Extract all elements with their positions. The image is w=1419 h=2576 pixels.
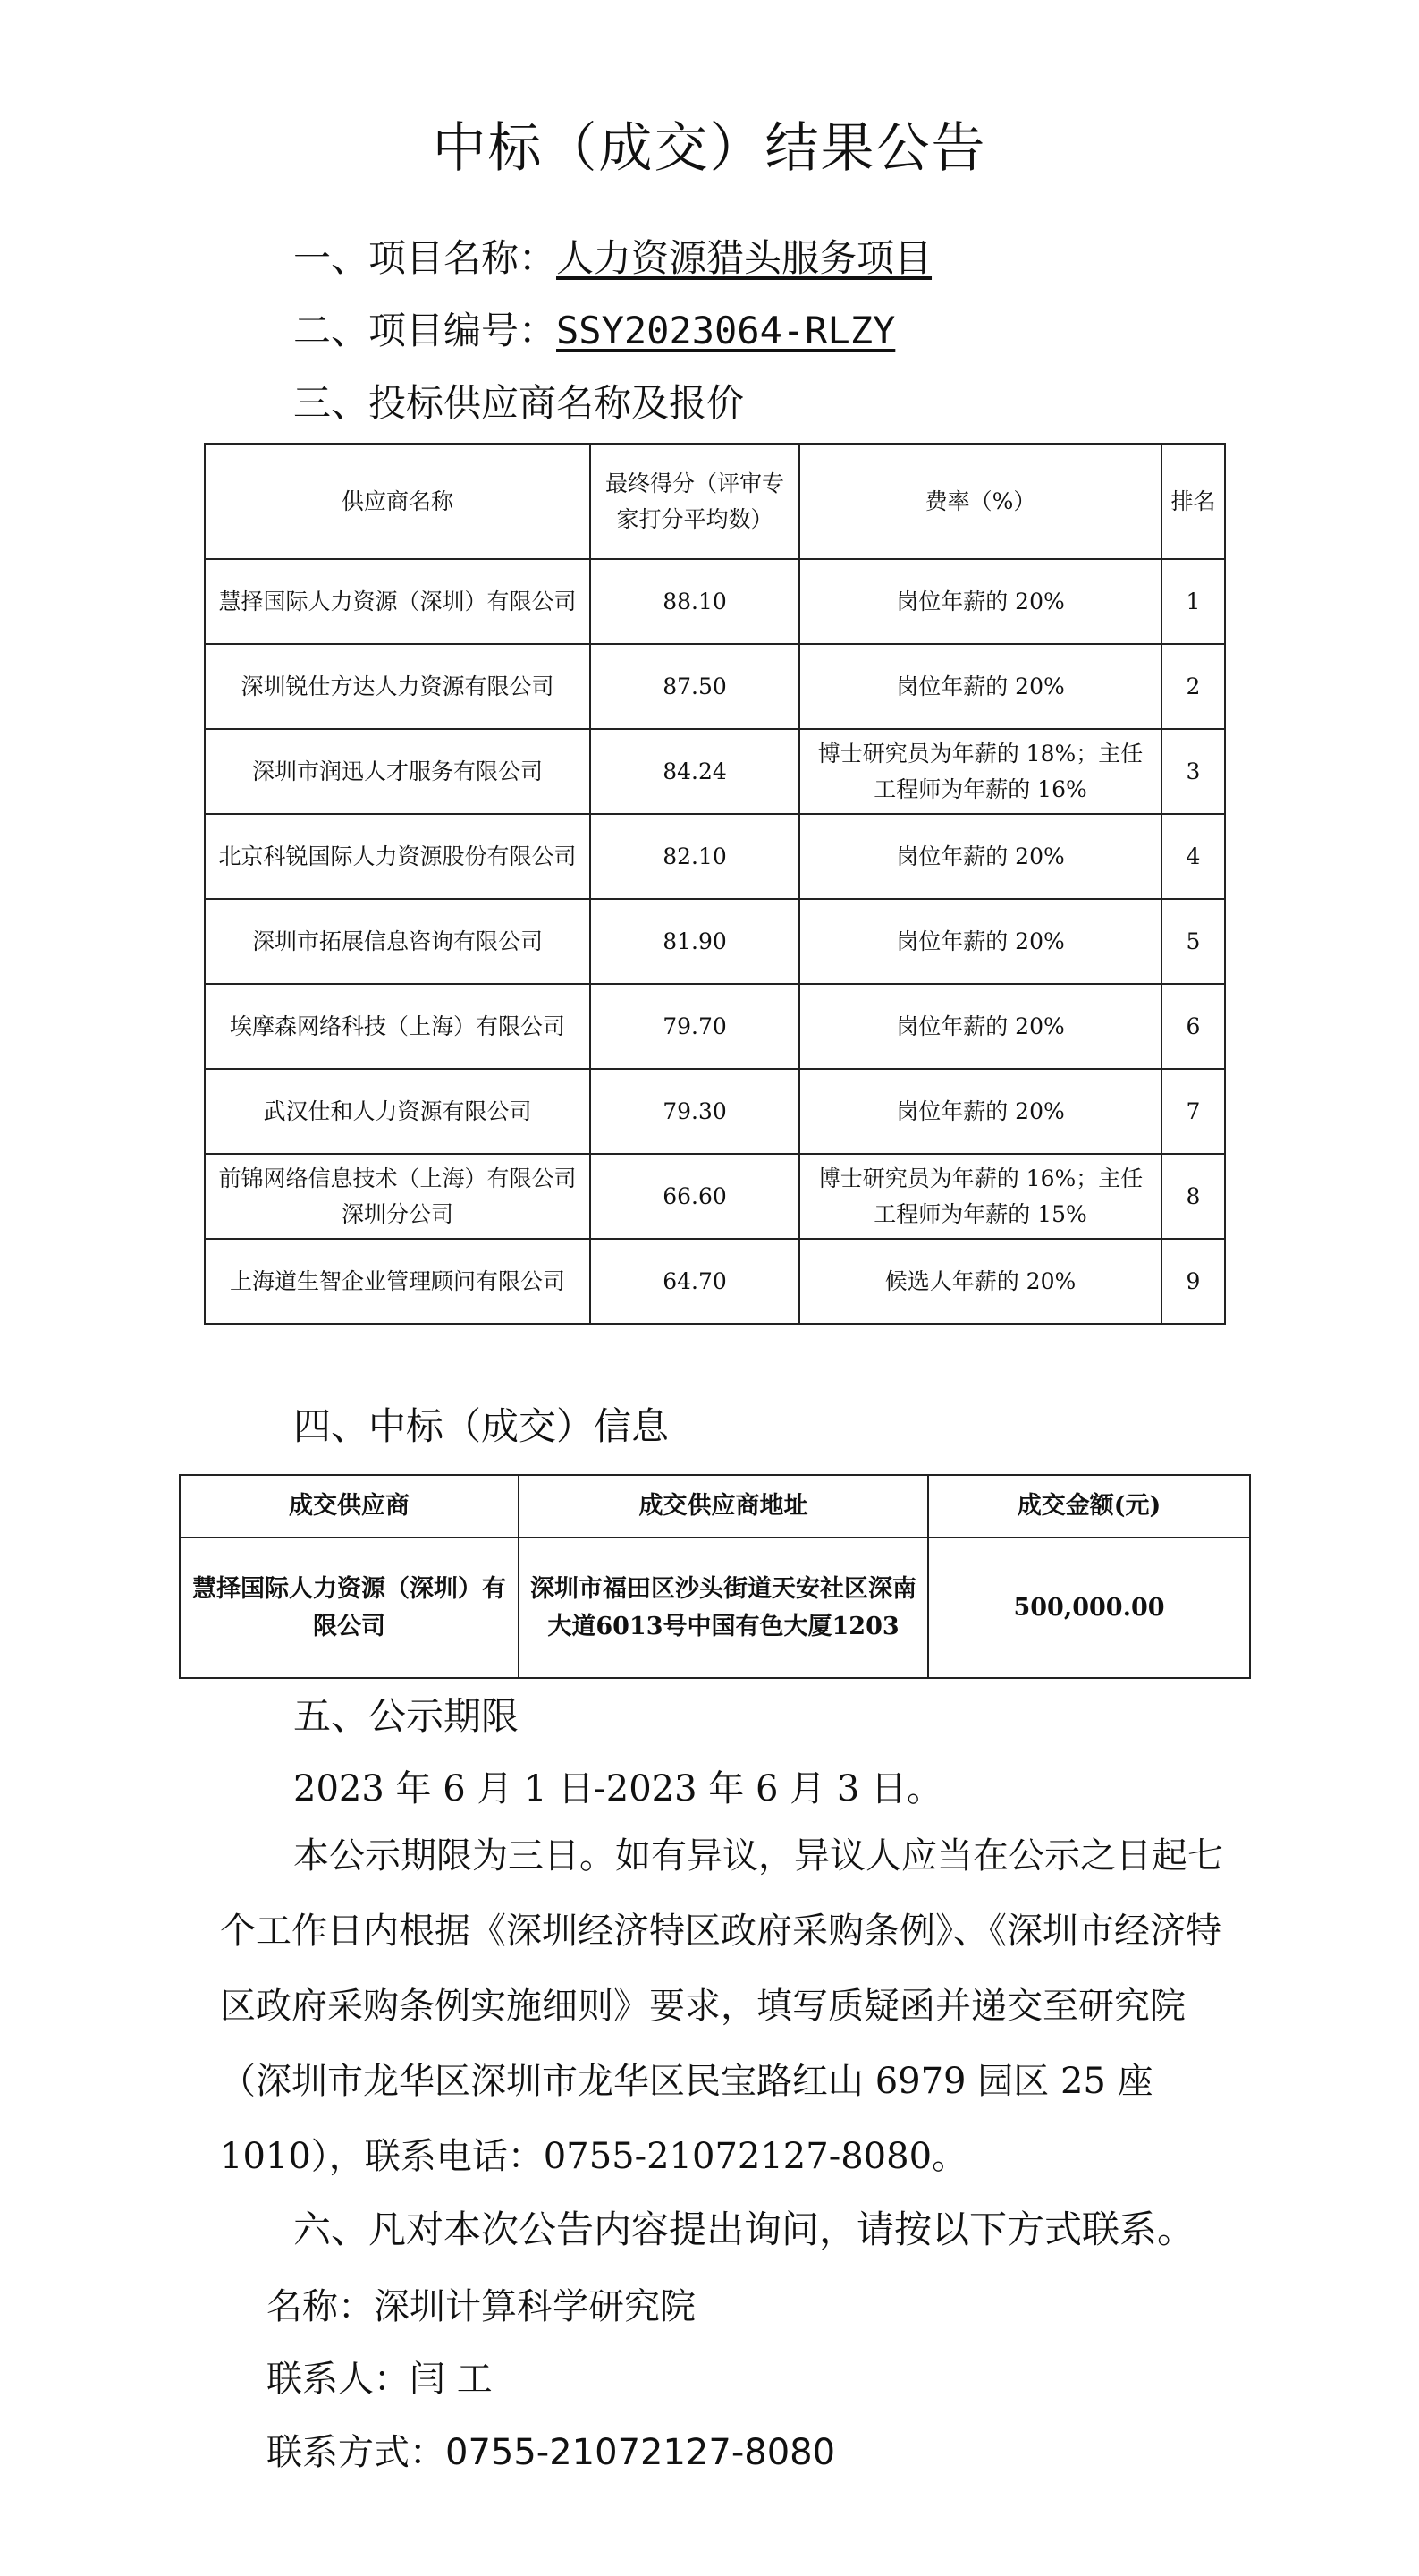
header-awarded-supplier: 成交供应商 [180,1475,519,1538]
rank: 4 [1161,814,1225,899]
supplier-name: 武汉仕和人力资源有限公司 [205,1069,590,1154]
supplier-name: 慧择国际人力资源（深圳）有限公司 [205,559,590,644]
bidders-heading: 三、投标供应商名称及报价 [293,381,745,425]
project-name-value: 人力资源猎头服务项目 [556,236,933,280]
header-final-score: 最终得分（评审专家打分平均数） [590,444,799,559]
project-number-value: SSY2023064-RLZY [556,309,896,352]
final-score: 66.60 [590,1154,799,1239]
supplier-name: 上海道生智企业管理顾问有限公司 [205,1239,590,1324]
header-rank: 排名 [1161,444,1225,559]
project-number-label: 二、项目编号： [293,309,557,352]
table-row [205,729,1225,814]
table-row [205,899,1225,984]
project-number-line [293,307,895,355]
rank: 1 [1161,559,1225,644]
project-name-line [293,234,932,283]
fee-rate: 岗位年薪的 20% [799,814,1161,899]
rank: 2 [1161,644,1225,729]
rank: 7 [1161,1069,1225,1154]
fee-rate: 博士研究员为年薪的 16%；主任工程师为年薪的 15% [799,1154,1161,1239]
page-title: 中标（成交）结果公告 [432,117,987,180]
fee-rate: 候选人年薪的 20% [799,1239,1161,1324]
rank: 6 [1161,984,1225,1069]
publicity-period-dates: 2023 年 6 月 1 日-2023 年 6 月 3 日。 [293,1768,943,1809]
rank: 9 [1161,1239,1225,1324]
supplier-name: 深圳市润迅人才服务有限公司 [205,729,590,814]
inquiry-heading: 六、凡对本次公告内容提出询问，请按以下方式联系。 [293,2207,1195,2251]
final-score: 81.90 [590,899,799,984]
table-row [205,814,1225,899]
fee-rate: 岗位年薪的 20% [799,559,1161,644]
bidders-table-header [205,444,1225,559]
objection-notice: 本公示期限为三日。如有异议，异议人应当在公示之日起七个工作日内根据《深圳经济特区政府采购条例》、《深圳市经济特区政府采购条例实施细则》要求，填写质疑函并递交至研究院（深圳市龙华区深圳市龙华区民宝路红山 6979 园区 25 座 1010），联系电话：0755-21072127-8080。 [220,1835,1223,2177]
table-row [205,1069,1225,1154]
contact-org-name: 名称：深圳计算科学研究院 [266,2286,696,2327]
final-score: 82.10 [590,814,799,899]
contact-person: 联系人：闫 工 [266,2359,493,2400]
rank: 8 [1161,1154,1225,1239]
supplier-name: 深圳锐仕方达人力资源有限公司 [205,644,590,729]
supplier-name: 北京科锐国际人力资源股份有限公司 [205,814,590,899]
header-fee-rate: 费率（%） [799,444,1161,559]
fee-rate: 岗位年薪的 20% [799,984,1161,1069]
supplier-name: 深圳市拓展信息咨询有限公司 [205,899,590,984]
award-table-header [180,1475,1250,1538]
table-row [205,1239,1225,1324]
supplier-address: 深圳市福田区沙头街道天安社区深南大道6013号中国有色大厦1203 [519,1538,928,1678]
final-score: 79.70 [590,984,799,1069]
final-score: 84.24 [590,729,799,814]
contact-phone: 联系方式：0755-21072127-8080 [266,2432,836,2473]
rank: 5 [1161,899,1225,984]
bidders-table [204,443,1226,1325]
award-heading: 四、中标（成交）信息 [293,1404,670,1448]
table-row [205,1154,1225,1239]
fee-rate: 岗位年薪的 20% [799,899,1161,984]
table-row [205,984,1225,1069]
header-supplier-name: 供应商名称 [205,444,590,559]
header-award-amount: 成交金额(元) [928,1475,1250,1538]
publicity-period-heading: 五、公示期限 [293,1694,519,1738]
final-score: 88.10 [590,559,799,644]
table-row [205,644,1225,729]
fee-rate: 博士研究员为年薪的 18%；主任工程师为年薪的 16% [799,729,1161,814]
table-row [205,559,1225,644]
fee-rate: 岗位年薪的 20% [799,644,1161,729]
final-score: 79.30 [590,1069,799,1154]
supplier-name: 埃摩森网络科技（上海）有限公司 [205,984,590,1069]
fee-rate: 岗位年薪的 20% [799,1069,1161,1154]
header-supplier-address: 成交供应商地址 [519,1475,928,1538]
award-table [179,1474,1251,1679]
project-name-label: 一、项目名称： [293,236,557,280]
final-score: 87.50 [590,644,799,729]
supplier-name: 前锦网络信息技术（上海）有限公司深圳分公司 [205,1154,590,1239]
final-score: 64.70 [590,1239,799,1324]
award-amount: 500,000.00 [928,1538,1250,1678]
rank: 3 [1161,729,1225,814]
table-row [180,1538,1250,1678]
awarded-supplier: 慧择国际人力资源（深圳）有限公司 [180,1538,519,1678]
